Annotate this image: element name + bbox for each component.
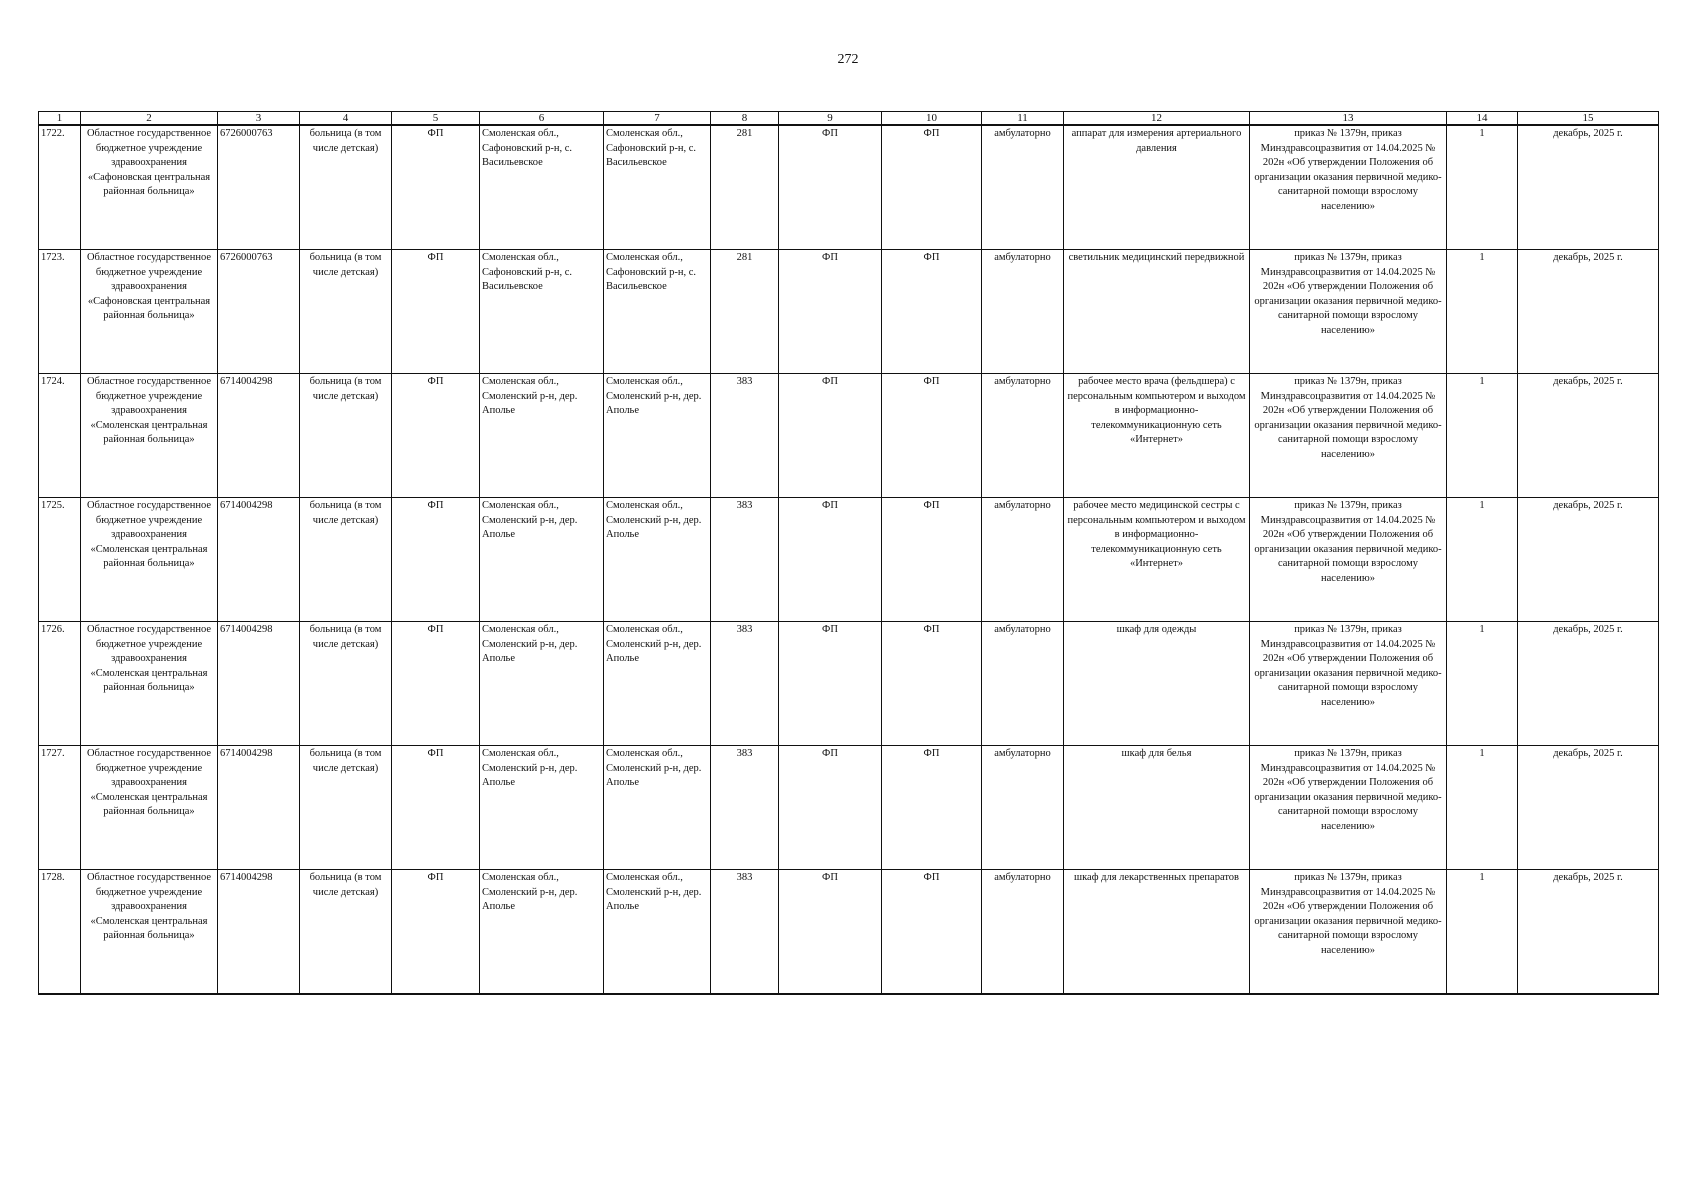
delivery-term: декабрь, 2025 г. xyxy=(1518,374,1659,498)
column-number-header: 11 xyxy=(982,112,1064,126)
table-row xyxy=(39,746,1659,870)
organization-name: Областное государственное бюджетное учреждение здравоохранения «Смоленская центральная районная больница» xyxy=(81,498,218,622)
row-number: 1723. xyxy=(39,250,81,374)
row-number: 1725. xyxy=(39,498,81,622)
facility-type: больница (в том числе детская) xyxy=(300,125,392,250)
column-9-value: ФП xyxy=(779,374,882,498)
column-number-header: 12 xyxy=(1064,112,1250,126)
inn-code: 6714004298 xyxy=(218,622,300,746)
legal-address: Смоленская обл., Сафоновский р-н, с. Васильевское xyxy=(480,125,604,250)
row-number: 1727. xyxy=(39,746,81,870)
equipment-name: рабочее место врача (фельдшера) с персональным компьютером и выходом в информационно-телекоммуникационную сеть «Интернет» xyxy=(1064,374,1250,498)
care-conditions: амбулаторно xyxy=(982,498,1064,622)
column-number-header: 6 xyxy=(480,112,604,126)
column-10-value: ФП xyxy=(882,746,982,870)
table-row xyxy=(39,498,1659,622)
care-conditions: амбулаторно xyxy=(982,622,1064,746)
quantity: 1 xyxy=(1447,622,1518,746)
facility-type: больница (в том числе детская) xyxy=(300,374,392,498)
inn-code: 6726000763 xyxy=(218,250,300,374)
column-10-value: ФП xyxy=(882,250,982,374)
legal-address: Смоленская обл., Смоленский р-н, дер. Аполье xyxy=(480,498,604,622)
inn-code: 6714004298 xyxy=(218,374,300,498)
unit-location: Смоленская обл., Сафоновский р-н, с. Васильевское xyxy=(604,250,711,374)
column-9-value: ФП xyxy=(779,498,882,622)
unit-kind: ФП xyxy=(392,622,480,746)
inn-code: 6714004298 xyxy=(218,498,300,622)
column-number-header: 14 xyxy=(1447,112,1518,126)
delivery-term: декабрь, 2025 г. xyxy=(1518,125,1659,250)
unit-location: Смоленская обл., Смоленский р-н, дер. Аполье xyxy=(604,498,711,622)
row-number: 1722. xyxy=(39,125,81,250)
legal-address: Смоленская обл., Сафоновский р-н, с. Васильевское xyxy=(480,250,604,374)
facility-type: больница (в том числе детская) xyxy=(300,746,392,870)
legal-address: Смоленская обл., Смоленский р-н, дер. Аполье xyxy=(480,746,604,870)
column-number-header: 3 xyxy=(218,112,300,126)
column-number-header: 13 xyxy=(1250,112,1447,126)
column-10-value: ФП xyxy=(882,622,982,746)
equipment-name: шкаф для белья xyxy=(1064,746,1250,870)
unit-kind: ФП xyxy=(392,125,480,250)
table-row xyxy=(39,374,1659,498)
unit-location: Смоленская обл., Смоленский р-н, дер. Аполье xyxy=(604,870,711,995)
column-9-value: ФП xyxy=(779,250,882,374)
unit-kind: ФП xyxy=(392,746,480,870)
organization-name: Областное государственное бюджетное учреждение здравоохранения «Смоленская центральная районная больница» xyxy=(81,374,218,498)
care-conditions: амбулаторно xyxy=(982,746,1064,870)
quantity: 1 xyxy=(1447,125,1518,250)
unit-location: Смоленская обл., Смоленский р-н, дер. Аполье xyxy=(604,746,711,870)
column-number-header: 7 xyxy=(604,112,711,126)
column-8-value: 383 xyxy=(711,622,779,746)
column-10-value: ФП xyxy=(882,498,982,622)
row-number: 1728. xyxy=(39,870,81,995)
column-number-header: 1 xyxy=(39,112,81,126)
column-10-value: ФП xyxy=(882,125,982,250)
table-row xyxy=(39,870,1659,995)
column-8-value: 281 xyxy=(711,125,779,250)
column-number-header: 15 xyxy=(1518,112,1659,126)
column-8-value: 383 xyxy=(711,870,779,995)
unit-kind: ФП xyxy=(392,250,480,374)
legal-basis: приказ № 1379н, приказ Минздравсоцразвития от 14.04.2025 № 202н «Об утверждении Положения об организации оказания первичной медико-санитарной помощи взрослому населению» xyxy=(1250,870,1447,995)
unit-location: Смоленская обл., Смоленский р-н, дер. Аполье xyxy=(604,374,711,498)
column-number-header: 4 xyxy=(300,112,392,126)
quantity: 1 xyxy=(1447,250,1518,374)
column-9-value: ФП xyxy=(779,870,882,995)
organization-name: Областное государственное бюджетное учреждение здравоохранения «Смоленская центральная районная больница» xyxy=(81,870,218,995)
care-conditions: амбулаторно xyxy=(982,250,1064,374)
equipment-name: шкаф для лекарственных препаратов xyxy=(1064,870,1250,995)
column-number-header: 5 xyxy=(392,112,480,126)
column-8-value: 281 xyxy=(711,250,779,374)
column-number-header: 8 xyxy=(711,112,779,126)
column-8-value: 383 xyxy=(711,746,779,870)
organization-name: Областное государственное бюджетное учреждение здравоохранения «Смоленская центральная районная больница» xyxy=(81,622,218,746)
equipment-table xyxy=(38,111,1659,995)
equipment-name: светильник медицинский передвижной xyxy=(1064,250,1250,374)
legal-basis: приказ № 1379н, приказ Минздравсоцразвития от 14.04.2025 № 202н «Об утверждении Положения об организации оказания первичной медико-санитарной помощи взрослому населению» xyxy=(1250,622,1447,746)
equipment-name: аппарат для измерения артериального давления xyxy=(1064,125,1250,250)
column-number-header: 10 xyxy=(882,112,982,126)
column-8-value: 383 xyxy=(711,374,779,498)
legal-address: Смоленская обл., Смоленский р-н, дер. Аполье xyxy=(480,374,604,498)
row-number: 1724. xyxy=(39,374,81,498)
quantity: 1 xyxy=(1447,746,1518,870)
table-body xyxy=(39,125,1659,994)
column-number-header: 2 xyxy=(81,112,218,126)
delivery-term: декабрь, 2025 г. xyxy=(1518,870,1659,995)
facility-type: больница (в том числе детская) xyxy=(300,870,392,995)
delivery-term: декабрь, 2025 г. xyxy=(1518,746,1659,870)
column-10-value: ФП xyxy=(882,870,982,995)
legal-basis: приказ № 1379н, приказ Минздравсоцразвития от 14.04.2025 № 202н «Об утверждении Положения об организации оказания первичной медико-санитарной помощи взрослому населению» xyxy=(1250,498,1447,622)
legal-basis: приказ № 1379н, приказ Минздравсоцразвития от 14.04.2025 № 202н «Об утверждении Положения об организации оказания первичной медико-санитарной помощи взрослому населению» xyxy=(1250,746,1447,870)
facility-type: больница (в том числе детская) xyxy=(300,622,392,746)
inn-code: 6726000763 xyxy=(218,125,300,250)
column-9-value: ФП xyxy=(779,746,882,870)
column-9-value: ФП xyxy=(779,622,882,746)
delivery-term: декабрь, 2025 г. xyxy=(1518,498,1659,622)
table-row xyxy=(39,125,1659,250)
unit-kind: ФП xyxy=(392,870,480,995)
organization-name: Областное государственное бюджетное учреждение здравоохранения «Сафоновская центральная районная больница» xyxy=(81,125,218,250)
column-10-value: ФП xyxy=(882,374,982,498)
facility-type: больница (в том числе детская) xyxy=(300,498,392,622)
legal-basis: приказ № 1379н, приказ Минздравсоцразвития от 14.04.2025 № 202н «Об утверждении Положения об организации оказания первичной медико-санитарной помощи взрослому населению» xyxy=(1250,374,1447,498)
care-conditions: амбулаторно xyxy=(982,374,1064,498)
legal-address: Смоленская обл., Смоленский р-н, дер. Аполье xyxy=(480,870,604,995)
unit-kind: ФП xyxy=(392,374,480,498)
equipment-name: рабочее место медицинской сестры с персональным компьютером и выходом в информационно-телекоммуникационную сеть «Интернет» xyxy=(1064,498,1250,622)
quantity: 1 xyxy=(1447,498,1518,622)
row-number: 1726. xyxy=(39,622,81,746)
organization-name: Областное государственное бюджетное учреждение здравоохранения «Смоленская центральная районная больница» xyxy=(81,746,218,870)
unit-location: Смоленская обл., Смоленский р-н, дер. Аполье xyxy=(604,622,711,746)
column-number-row xyxy=(39,112,1659,126)
delivery-term: декабрь, 2025 г. xyxy=(1518,622,1659,746)
unit-kind: ФП xyxy=(392,498,480,622)
table-row xyxy=(39,250,1659,374)
legal-basis: приказ № 1379н, приказ Минздравсоцразвития от 14.04.2025 № 202н «Об утверждении Положения об организации оказания первичной медико-санитарной помощи взрослому населению» xyxy=(1250,125,1447,250)
column-number-header: 9 xyxy=(779,112,882,126)
inn-code: 6714004298 xyxy=(218,746,300,870)
care-conditions: амбулаторно xyxy=(982,125,1064,250)
legal-address: Смоленская обл., Смоленский р-н, дер. Аполье xyxy=(480,622,604,746)
column-9-value: ФП xyxy=(779,125,882,250)
page-number: 272 xyxy=(837,52,859,67)
care-conditions: амбулаторно xyxy=(982,870,1064,995)
quantity: 1 xyxy=(1447,870,1518,995)
legal-basis: приказ № 1379н, приказ Минздравсоцразвития от 14.04.2025 № 202н «Об утверждении Положения об организации оказания первичной медико-санитарной помощи взрослому населению» xyxy=(1250,250,1447,374)
delivery-term: декабрь, 2025 г. xyxy=(1518,250,1659,374)
equipment-name: шкаф для одежды xyxy=(1064,622,1250,746)
facility-type: больница (в том числе детская) xyxy=(300,250,392,374)
column-8-value: 383 xyxy=(711,498,779,622)
table-row xyxy=(39,622,1659,746)
unit-location: Смоленская обл., Сафоновский р-н, с. Васильевское xyxy=(604,125,711,250)
organization-name: Областное государственное бюджетное учреждение здравоохранения «Сафоновская центральная районная больница» xyxy=(81,250,218,374)
inn-code: 6714004298 xyxy=(218,870,300,995)
quantity: 1 xyxy=(1447,374,1518,498)
